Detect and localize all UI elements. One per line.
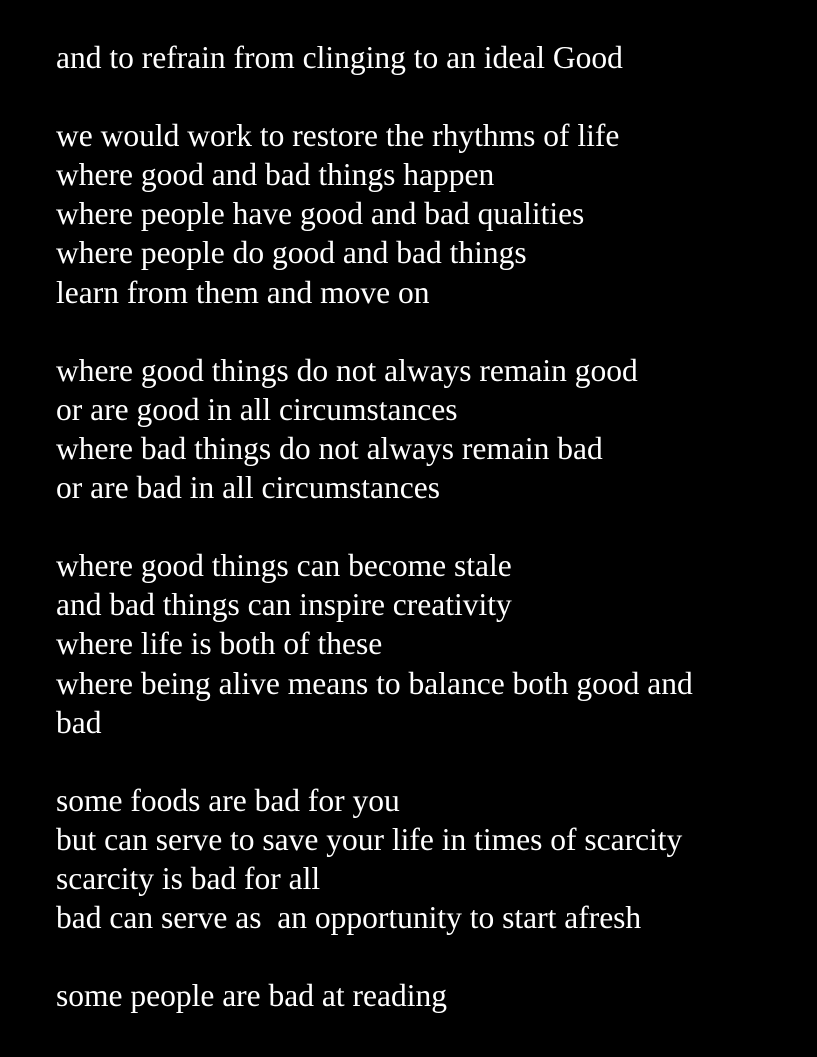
poem-line: and bad things can inspire creativity: [56, 587, 512, 623]
poem-line: where good things do not always remain good: [56, 352, 638, 388]
stanza: [56, 38, 797, 77]
poem-text: [56, 38, 797, 1015]
poem-line: where people do good and bad things: [56, 235, 527, 271]
poem-line: where people have good and bad qualities: [56, 196, 585, 232]
poem-line: some foods are bad for you: [56, 782, 400, 818]
poem-line: bad can serve as an opportunity to start afresh: [56, 900, 642, 936]
poem-line: or are bad in all circumstances: [56, 470, 440, 506]
stanza: [56, 546, 797, 741]
poem-line: some people are bad at reading: [56, 978, 447, 1014]
stanza: [56, 116, 797, 311]
poem-line: where being alive means to balance both good and: [56, 665, 693, 701]
poem-line: where bad things do not always remain bad: [56, 430, 603, 466]
stanza: [56, 976, 797, 1015]
poem-line: we would work to restore the rhythms of life: [56, 118, 620, 154]
stanza-gap: [56, 742, 797, 781]
poem-line: but can serve to save your life in times of scarcity: [56, 821, 683, 857]
stanza: [56, 781, 797, 937]
poem-line: where good things can become stale: [56, 548, 512, 584]
poem-line: or are good in all circumstances: [56, 391, 458, 427]
poem-line: where good and bad things happen: [56, 157, 495, 193]
stanza-gap: [56, 312, 797, 351]
poem-line: scarcity is bad for all: [56, 860, 321, 896]
stanza: [56, 351, 797, 507]
stanza-gap: [56, 937, 797, 976]
stanza-gap: [56, 77, 797, 116]
poem-line: and to refrain from clinging to an ideal Good: [56, 40, 623, 75]
stanza-gap: [56, 507, 797, 546]
poem-line: where life is both of these: [56, 626, 383, 662]
poem-line: bad: [56, 704, 102, 740]
poem-line: learn from them and move on: [56, 274, 430, 310]
